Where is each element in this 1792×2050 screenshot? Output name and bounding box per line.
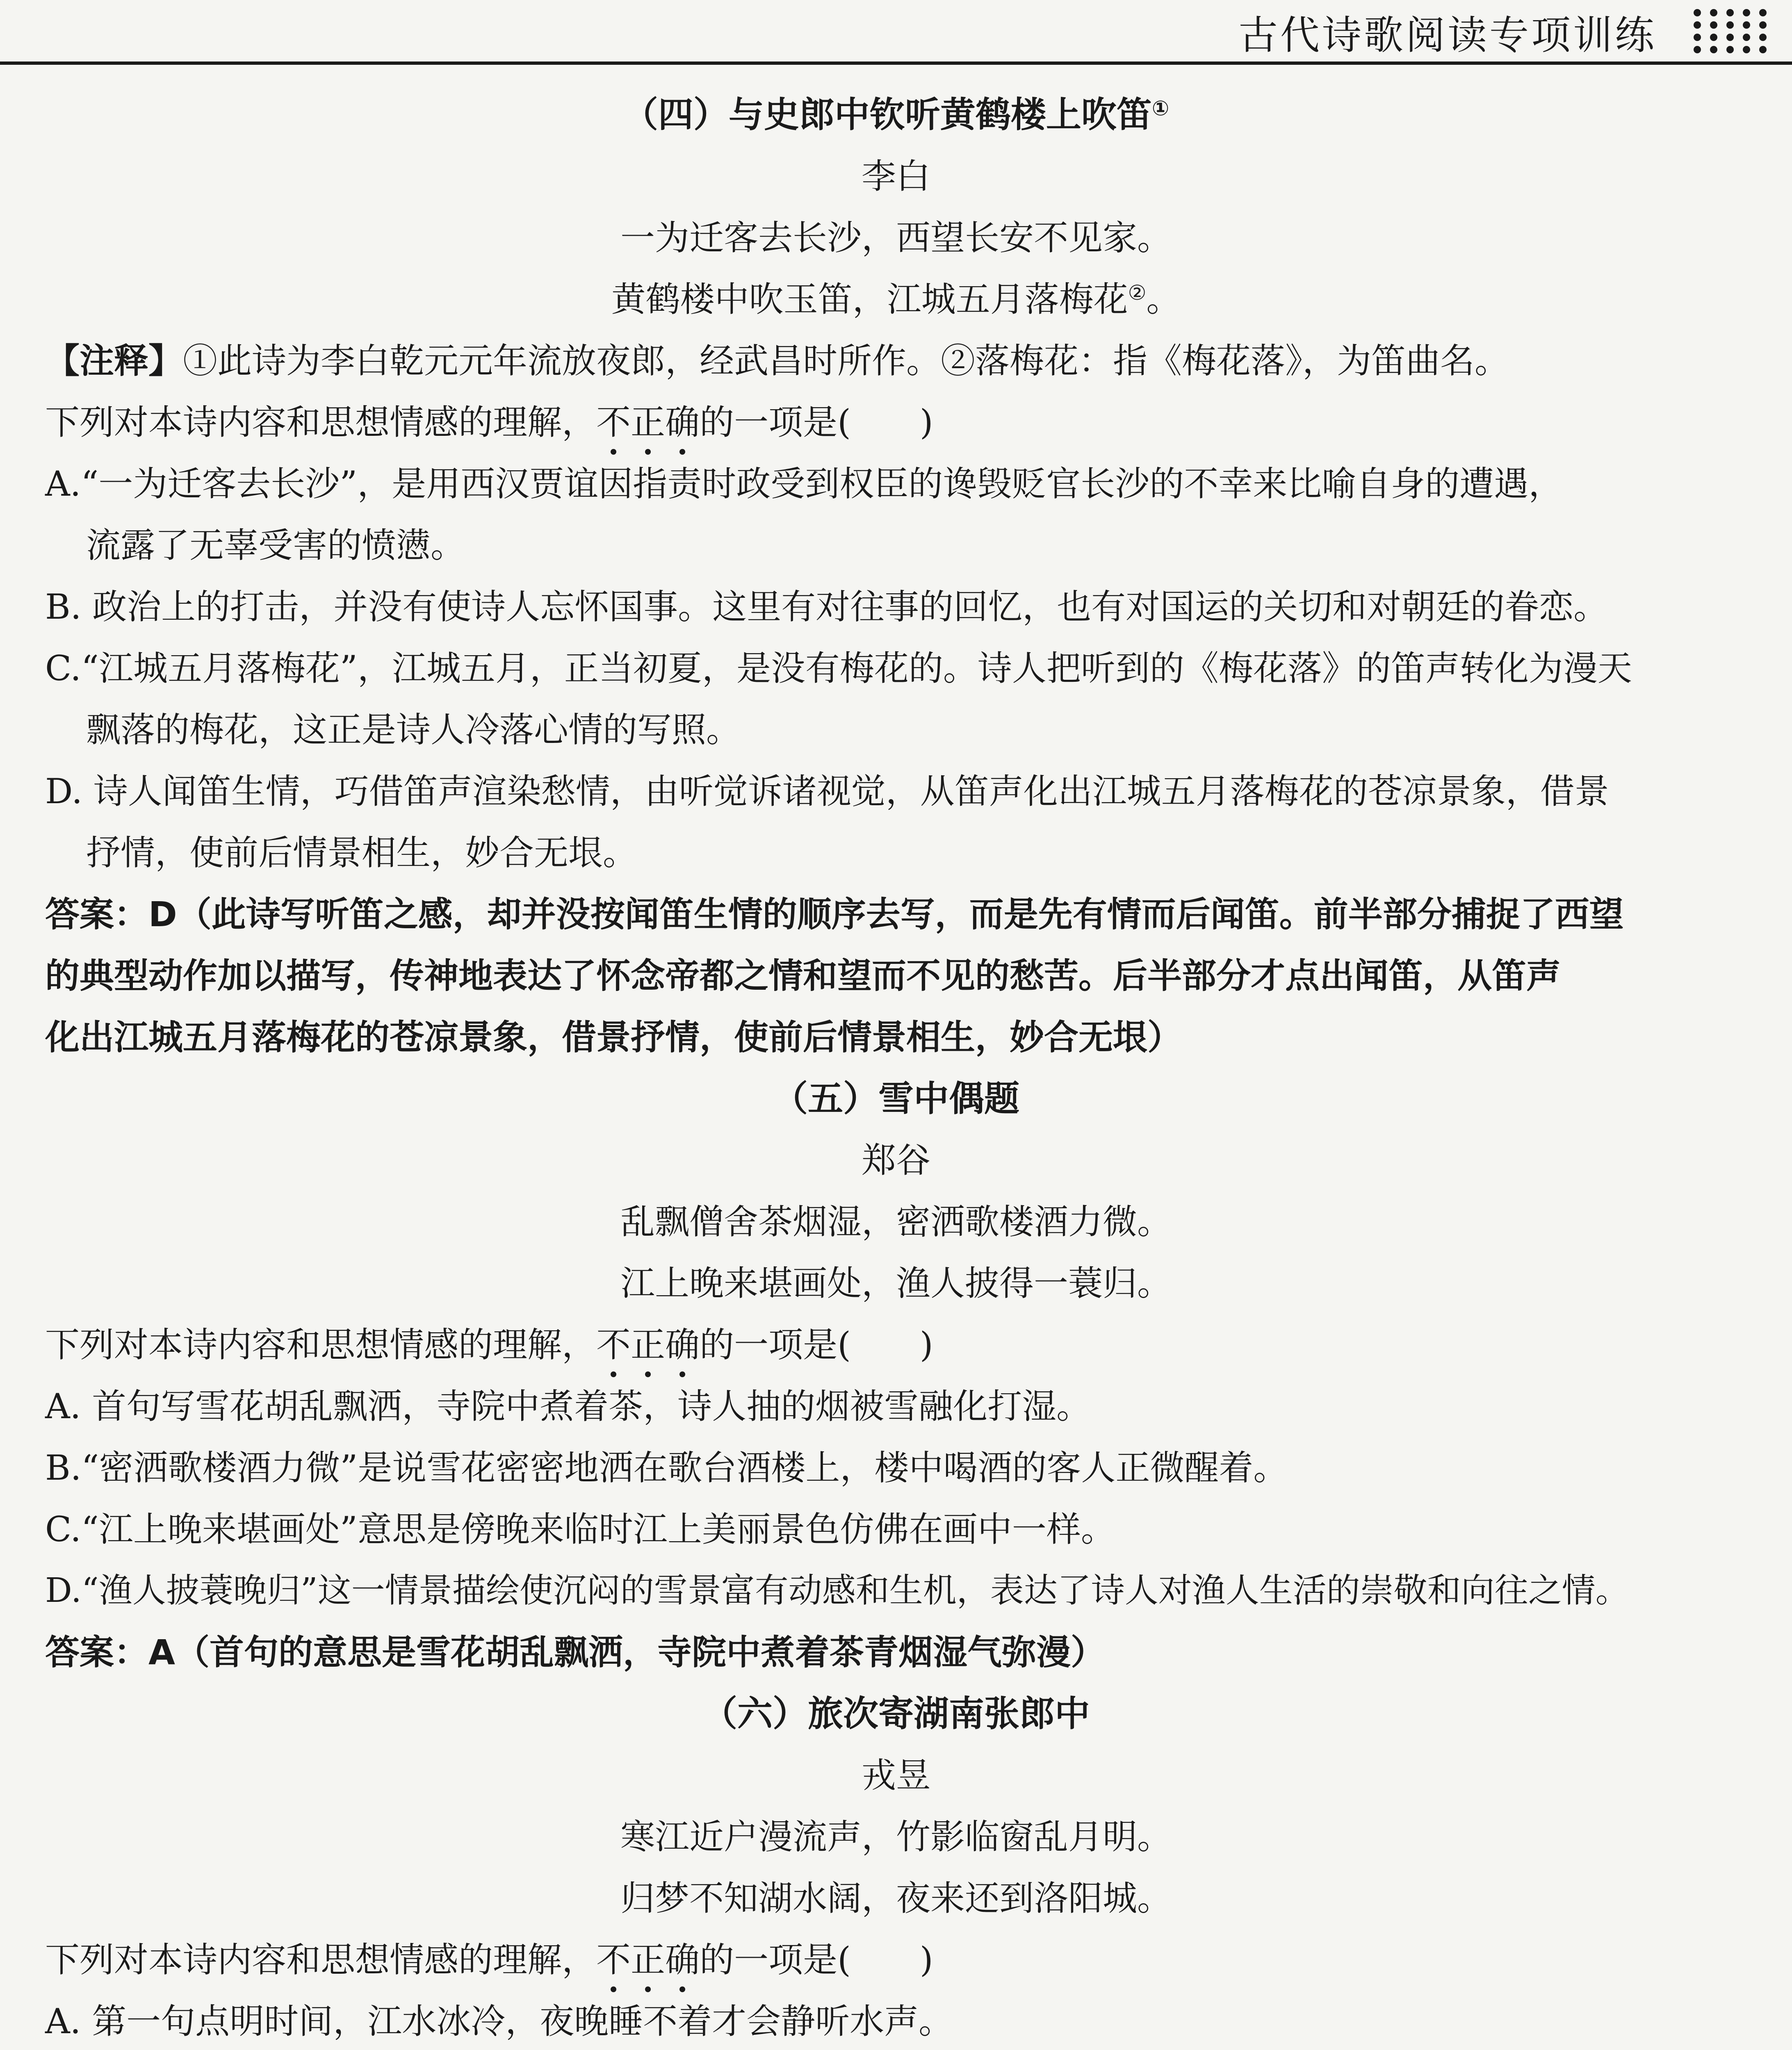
option-4-d-line1: D. 诗人闻笛生情，巧借笛声渲染愁情，由听觉诉诸视觉，从笛声化出江城五月落梅花的苍凉景象，借景 — [45, 771, 1609, 811]
option-4-a-line1: A.“一为迁客去长沙”，是用西汉贾谊因指责时政受到权臣的谗毁贬官长沙的不幸来比喻自身的遭遇， — [45, 464, 1563, 504]
option-5-b: B.“密洒歌楼酒力微”是说雪花密密地洒在歌台酒楼上，楼中喝酒的客人正微醒着。 — [45, 1448, 1288, 1488]
emphasis-char: 确 — [665, 1325, 700, 1365]
poem-line-4-1: 一为迁客去长沙，西望长安不见家。 — [620, 218, 1172, 258]
option-4-c-line1: C.“江城五月落梅花”，江城五月，正当初夏，是没有梅花的。诗人把听到的《梅花落》的笛声转化为漫天 — [45, 648, 1632, 688]
option-4-a-line2: 流露了无辜受害的愤懑。 — [86, 525, 465, 565]
poem-line-5-1: 乱飘僧舍茶烟湿，密洒歌楼酒力微。 — [620, 1202, 1172, 1242]
option-5-d: D.“渔人披蓑晚归”这一情景描绘使沉闷的雪景富有动感和生机，表达了诗人对渔人生活的崇敬和向往之情。 — [45, 1571, 1629, 1610]
option-4-b: B. 政治上的打击，并没有使诗人忘怀国事。这里有对往事的回忆，也有对国运的关切和对朝廷的眷恋。 — [45, 587, 1608, 627]
question-text: 下列对本诗内容和思想情感的理解， — [45, 402, 597, 442]
dots-decoration-icon — [1694, 9, 1776, 54]
emphasis-char: 不 — [596, 402, 631, 442]
poem-author-6: 戎昱 — [861, 1755, 930, 1795]
poem-title-6: （六）旅次寄湖南张郎中 — [702, 1693, 1090, 1734]
poem-note-4 — [45, 340, 1509, 381]
footnote-mark: ② — [1128, 281, 1147, 305]
emphasis-char: 确 — [665, 402, 700, 442]
poem-line-6-2: 归梦不知湖水阔，夜来还到洛阳城。 — [620, 1878, 1172, 1918]
poem-title-5: （五）雪中偶题 — [773, 1078, 1019, 1119]
option-4-d-line2: 抒情，使前后情景相生，妙合无垠。 — [86, 833, 638, 873]
option-4-c-line2: 飘落的梅花，这正是诗人冷落心情的写照。 — [86, 710, 741, 750]
question-tail: 的一项是( ) — [700, 1940, 933, 1980]
poem-line-end: 。 — [1146, 279, 1181, 319]
emphasis-char: 不 — [596, 1325, 631, 1365]
question-tail: 的一项是( ) — [700, 402, 933, 442]
option-5-c: C.“江上晚来堪画处”意思是傍晚来临时江上美丽景色仿佛在画中一样。 — [45, 1509, 1115, 1549]
emphasis-char: 不 — [596, 1940, 631, 1980]
header-title: 古代诗歌阅读专项训练 — [1238, 12, 1657, 58]
question-tail: 的一项是( ) — [700, 1325, 933, 1365]
question-text: 下列对本诗内容和思想情感的理解， — [45, 1325, 597, 1365]
option-5-a: A. 首句写雪花胡乱飘洒，寺院中煮着茶，诗人抽的烟被雪融化打湿。 — [45, 1386, 1091, 1426]
emphasis-char: 正 — [631, 1325, 666, 1365]
option-6-a: A. 第一句点明时间，江水冰冷，夜晚睡不着才会静听水声。 — [45, 2001, 953, 2041]
poem-line-5-2: 江上晚来堪画处，渔人披得一蓑归。 — [620, 1263, 1172, 1303]
emphasis-char: 正 — [631, 1940, 666, 1980]
page-header — [0, 0, 1792, 65]
note-label: 【注释】 — [45, 341, 183, 381]
question-4 — [45, 402, 933, 443]
poem-author-4: 李白 — [861, 156, 930, 196]
poem-line-6-1: 寒江近户漫流声，竹影临窗乱月明。 — [620, 1817, 1172, 1857]
poem-line-4-2 — [0, 279, 1792, 320]
answer-4-line3: 化出江城五月落梅花的苍凉景象，借景抒情，使前后情景相生，妙合无垠） — [45, 1017, 1182, 1057]
question-text: 下列对本诗内容和思想情感的理解， — [45, 1940, 597, 1980]
note-text: ①此诗为李白乾元元年流放夜郎，经武昌时所作。②落梅花：指《梅花落》，为笛曲名。 — [183, 341, 1509, 381]
question-6 — [45, 1939, 933, 1980]
poem-title-text: （四）与史郎中钦听黄鹤楼上吹笛 — [622, 94, 1152, 135]
emphasis-char: 确 — [665, 1940, 700, 1980]
answer-4-line2: 的典型动作加以描写，传神地表达了怀念帝都之情和望而不见的愁苦。后半部分才点出闻笛，从笛声 — [45, 956, 1561, 996]
poem-author-5: 郑谷 — [861, 1140, 930, 1180]
footnote-mark: ① — [1151, 96, 1170, 120]
emphasis-char: 正 — [631, 402, 666, 442]
question-5 — [45, 1324, 933, 1365]
poem-title-4 — [0, 94, 1792, 135]
poem-line-text: 黄鹤楼中吹玉笛，江城五月落梅花 — [611, 279, 1128, 319]
answer-4-line1: 答案：D（此诗写听笛之感，却并没按闻笛生情的顺序去写，而是先有情而后闻笛。前半部分捕捉了西望 — [45, 894, 1624, 934]
answer-5: 答案：A（首句的意思是雪花胡乱飘洒，寺院中煮着茶青烟湿气弥漫） — [45, 1632, 1106, 1672]
